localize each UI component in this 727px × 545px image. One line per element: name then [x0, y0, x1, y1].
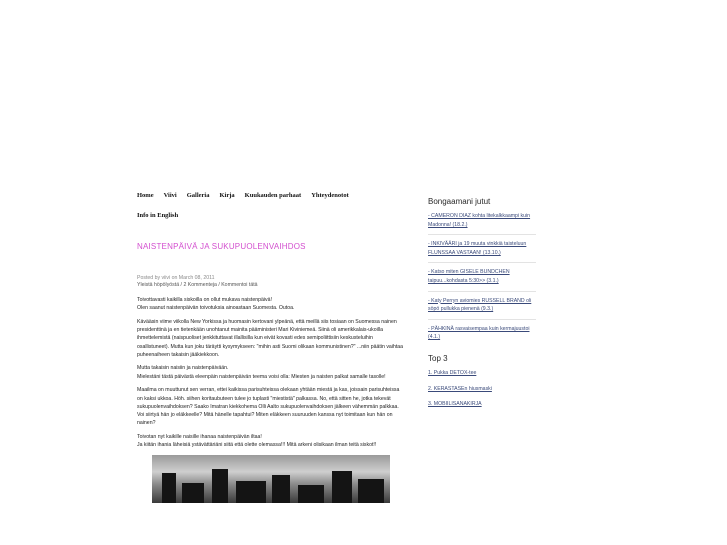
post-meta-links — [137, 282, 405, 289]
top3-link[interactable]: 3. MOBIILISANAKIRJA — [428, 401, 482, 408]
divider — [428, 291, 536, 292]
sidebar-link[interactable]: - Katso miten GISELE BUNDCHEN taipuu...kohdasta 5:30>> (3.1.) — [428, 269, 510, 284]
sidebar-title-top3: Top 3 — [428, 353, 448, 363]
meta-separator: / — [179, 281, 184, 288]
post-add-comment-link[interactable]: Kommentoi tätä — [221, 281, 258, 288]
sidebar-link[interactable]: - INKIVÄÄRI ja 19 muuta vinkkiä taisteluun FLUNSSAA VASTAAN! (13.10.) — [428, 241, 527, 256]
post-photo — [152, 455, 390, 503]
post-paragraph: Mutta takaisin naisiin ja naistenpäivään. Mielestäni tästä päivästä eleenpäin naistenpäivän teema voisi olla: Miesten ja naisten palkat samalle tasolle! — [137, 365, 386, 380]
blog-post — [137, 236, 405, 503]
nav-viivi[interactable]: Viivi — [163, 192, 177, 199]
post-category-link[interactable]: Yleistä höpölyöstä — [137, 281, 180, 288]
nav-yhteydenotot[interactable]: Yhteydenotot — [311, 192, 349, 199]
divider — [428, 319, 536, 320]
post-paragraph: Toivotan nyt kaikille naisille ihanaa naistenpäivän iltaa! Ja kiitän ihania läheisiä ystävättäriäni siitä että olette olemassa!!! Mitä arkeni olisikaan ilman teitä siskot!! — [137, 433, 377, 449]
post-title[interactable]: NAISTENPÄIVÄ JA SUKUPUOLENVAIHDOS — [137, 242, 306, 251]
divider — [428, 262, 536, 263]
nav-row-secondary — [137, 212, 397, 219]
bongaamani-list — [428, 212, 536, 342]
sidebar-title-bongaamani: Bongaamani jutut — [428, 197, 491, 206]
post-meta: Posted by viivi on March 08, 2011 — [137, 275, 215, 281]
top3-list — [428, 369, 536, 409]
post-comments-link[interactable]: 2 Kommenteja — [183, 281, 217, 288]
nav-row-primary — [137, 192, 397, 199]
top3-section — [428, 354, 536, 409]
post-paragraph: Toivottavasti kaikilla siskoilla on ollut mukava naistenpäivä! Olen saanut naistenpäivän toivotuksia ainoastaan Suomesta. Outoa. — [137, 297, 295, 312]
post-paragraph: Maailma on muuttunut sen verran, ettei kaikissa parisuhteissa olekaan yhtään miestä ja kas, joissain parisuhteissa on kaksi ukkoa. Höh. siihen koritaubuteen tulee jo tuplasti "miestistä" palkassa. No, että sitten he, jotka tekevät sukupuolenvaihdoksen? Saako Imatran kiekkohema Olli Aalto sukupuolenvaihdoksen jälkeen vähemmän palkkaa. Voi siirtyä hän jo eläkkeelle? Mitä hänelle tapahtui? Miten eläkkeen suuruuden kanssa nyt toimitaan kun hän on nainen? — [137, 387, 400, 427]
nav-kuukauden-parhaat[interactable]: Kuukauden parhaat — [244, 192, 302, 199]
top3-link[interactable]: 1. Pukka DETOX-tee — [428, 369, 477, 376]
sidebar-link[interactable]: - Katy Perryn aviomies RUSSELL BRAND oli söpö pullukka pienenä (9.3.) — [428, 297, 532, 313]
nav-info-in-english[interactable]: Info in English — [137, 212, 179, 219]
top3-link[interactable]: 2. KERASTASEn hiusmaski — [428, 385, 492, 392]
divider — [428, 234, 536, 235]
main-nav — [137, 192, 397, 219]
sidebar-link[interactable]: - CAMERON DIAZ kohta litekalkkaampi kuin Madonna! (18.2.) — [428, 213, 531, 228]
post-paragraph: Kävääsin viime viikolla New Yorkissa ja huomasin kertovani ylpeänä, että meillä siis tosiaan on Suomessa nainen presidenttinä ja en tietenkään unohtanut mainita pääministeri Mari Kiviniemeä. Siinä oli amerikkalais-ukoilla ihmettelemistä (naispuoliset jenkkituttavat illallisilla kun eivät kovasti edes semipoliittisiin keskusteluihin osallistuneet). Mutta kun joku täräytti kysymykseen: "mihin asti Suomi olikaan kommunistinen?" ...niin päätin vaihtaa puheenaiheen takaisin jääkiekkoon. — [137, 318, 404, 358]
sidebar — [428, 197, 536, 416]
meta-separator: / — [216, 281, 222, 288]
nav-home[interactable]: Home — [137, 192, 154, 199]
sidebar-link[interactable]: - PÄHKINÄ rasvaisempaa kuin kermajuustoi (4.1.) — [428, 325, 530, 341]
post-body — [137, 296, 405, 449]
nav-kirja[interactable]: Kirja — [219, 192, 235, 199]
nav-galleria[interactable]: Galleria — [186, 192, 210, 199]
